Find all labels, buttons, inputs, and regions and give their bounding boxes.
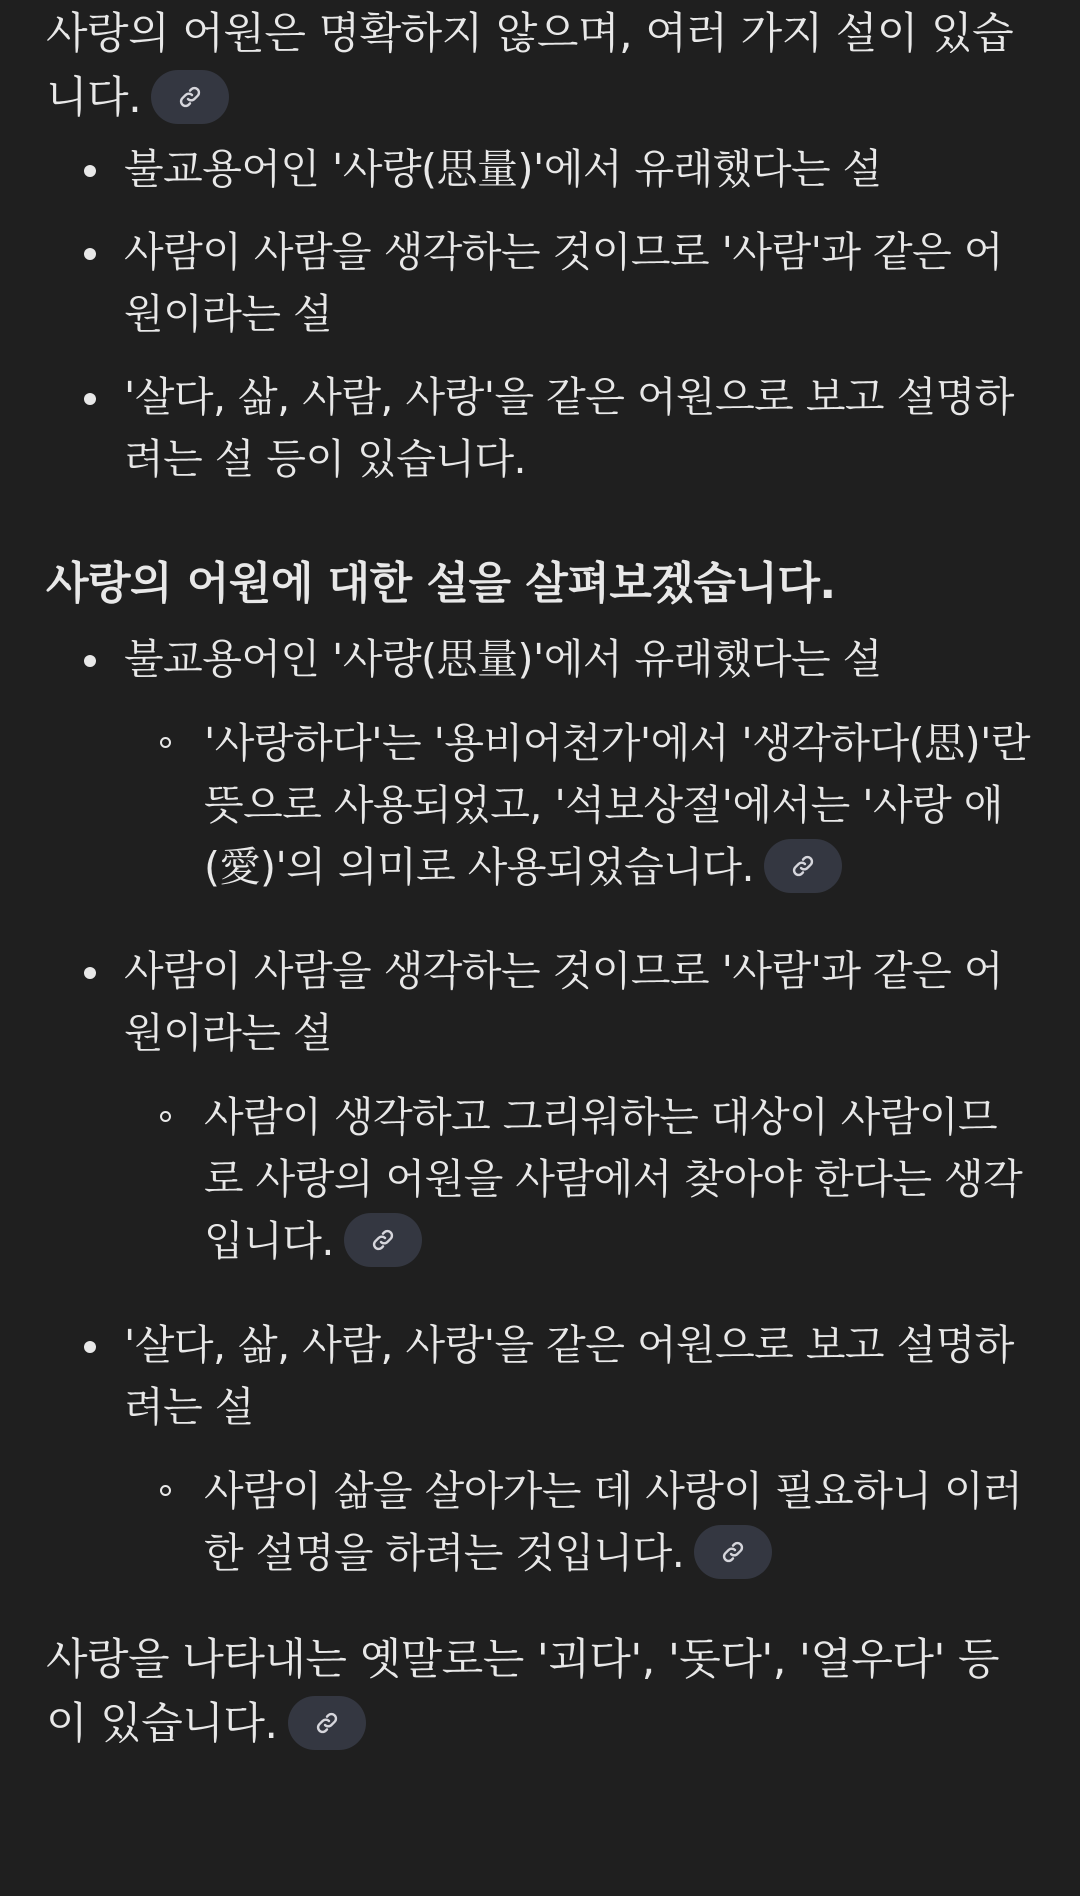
list-item <box>204 712 1034 898</box>
list-item <box>124 221 1034 345</box>
link-icon <box>178 85 202 109</box>
etymology-detail: 사람이 생각하고 그리워하는 대상이 사람이므로 사랑의 어원을 사람에서 찾아야 한다는 생각입니다. <box>204 1093 1023 1265</box>
etymology-title: '살다, 삶, 사람, 사랑'을 같은 어원으로 보고 설명하려는 설 <box>124 1321 1014 1431</box>
link-icon <box>791 854 815 878</box>
etymology-detail-list <box>124 1460 1034 1584</box>
etymology-title: 사람이 사람을 생각하는 것이므로 '사람'과 같은 어원이라는 설 <box>124 947 1003 1057</box>
list-item <box>204 1460 1034 1584</box>
etymology-detail-list <box>124 1086 1034 1272</box>
source-link-button[interactable] <box>288 1696 366 1750</box>
list-item <box>124 138 1034 200</box>
summary-item-text: 사람이 사람을 생각하는 것이므로 '사람'과 같은 어원이라는 설 <box>124 228 1003 338</box>
list-item <box>124 366 1034 490</box>
summary-item-text: '살다, 삶, 사람, 사랑'을 같은 어원으로 보고 설명하려는 설 등이 있습니다. <box>124 373 1014 483</box>
closing-paragraph <box>46 1628 1034 1756</box>
list-item <box>124 940 1034 1272</box>
intro-text: 사랑의 어원은 명확하지 않으며, 여러 가지 설이 있습니다. <box>46 9 1014 123</box>
etymology-detail-list <box>124 712 1034 898</box>
list-item <box>124 628 1034 898</box>
source-link-button[interactable] <box>344 1213 422 1267</box>
section-heading: 사랑의 어원에 대한 설을 살펴보겠습니다. <box>46 558 836 609</box>
link-icon <box>315 1711 339 1735</box>
link-icon <box>721 1540 745 1564</box>
source-link-button[interactable] <box>694 1525 772 1579</box>
source-link-button[interactable] <box>151 70 229 124</box>
etymology-title: 불교용어인 '사량(思量)'에서 유래했다는 설 <box>124 635 882 683</box>
intro-paragraph <box>46 0 1034 130</box>
etymology-detail: '사랑하다'는 '용비어천가'에서 '생각하다(思)'란 뜻으로 사용되었고, '석보상절'에서는 '사랑 애(愛)'의 의미로 사용되었습니다. <box>204 719 1030 891</box>
closing-text: 사랑을 나타내는 옛말로는 '괴다', '돗다', '얼우다' 등이 있습니다. <box>46 1635 999 1749</box>
etymology-detail: 사람이 삶을 살아가는 데 사랑이 필요하니 이러한 설명을 하려는 것입니다. <box>204 1467 1023 1577</box>
summary-item-text: 불교용어인 '사량(思量)'에서 유래했다는 설 <box>124 145 882 193</box>
summary-list <box>46 138 1034 490</box>
source-link-button[interactable] <box>764 839 842 893</box>
link-icon <box>371 1228 395 1252</box>
etymology-list <box>46 628 1034 1584</box>
list-item <box>204 1086 1034 1272</box>
list-item <box>124 1314 1034 1584</box>
